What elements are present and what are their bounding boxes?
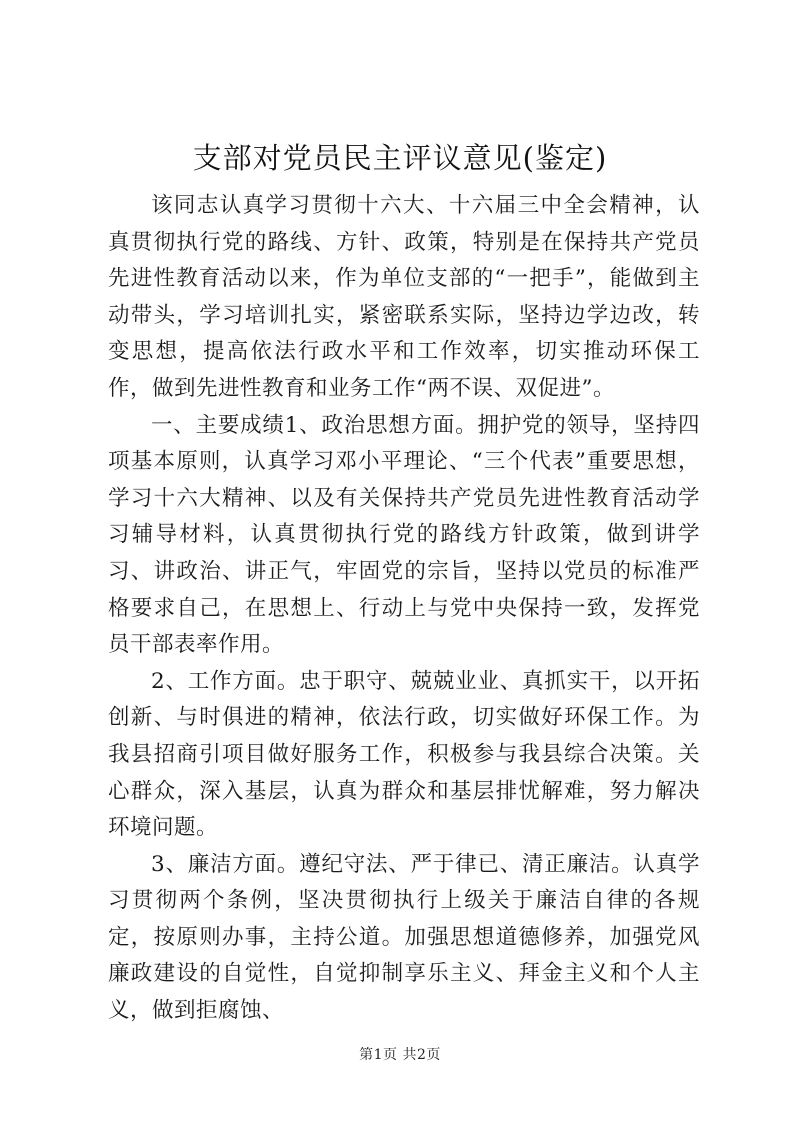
paragraph-work: 2、工作方面。忠于职守、兢兢业业、真抓实干，以开拓创新、与时俱进的精神，依法行政，切实做好环保工作。为我县招商引项目做好服务工作，积极参与我县综合决策。关心群众，深入基层，认真为群众和基层排忧解难，努力解决环境问题。 bbox=[108, 668, 700, 841]
page-number-footer: 第1页 共2页 bbox=[359, 1047, 441, 1063]
document-body bbox=[108, 188, 700, 1030]
paragraph-integrity: 3、廉洁方面。遵纪守法、严于律已、清正廉洁。认真学习贯彻两个条例，坚决贯彻执行上级关于廉洁自律的各规定，按原则办事，主持公道。加强思想道德修养，加强党风廉政建设的自觉性，自觉抑制享乐主义、拜金主义和个人主义，做到拒腐蚀、 bbox=[108, 851, 700, 1024]
paragraph-political: 一、主要成绩1、政治思想方面。拥护党的领导，坚持四项基本原则，认真学习邓小平理论、“三个代表”重要思想，学习十六大精神、以及有关保持共产党员先进性教育活动学习辅导材料，认真贯彻执行党的路线方针政策，做到讲学习、讲政治、讲正气，牢固党的宗旨，坚持以党员的标准严格要求自己，在思想上、行动上与党中央保持一致，发挥党员干部表率作用。 bbox=[108, 412, 700, 658]
paragraph-intro: 该同志认真学习贯彻十六大、十六届三中全会精神，认真贯彻执行党的路线、方针、政策，特别是在保持共产党员先进性教育活动以来，作为单位支部的“一把手”，能做到主动带头，学习培训扎实，紧密联系实际，坚持边学边改，转变思想，提高依法行政水平和工作效率，切实推动环保工作，做到先进性教育和业务工作“两不误、双促进”。 bbox=[108, 193, 700, 401]
document-title: 支部对党员民主评议意见(鉴定) bbox=[192, 141, 608, 175]
